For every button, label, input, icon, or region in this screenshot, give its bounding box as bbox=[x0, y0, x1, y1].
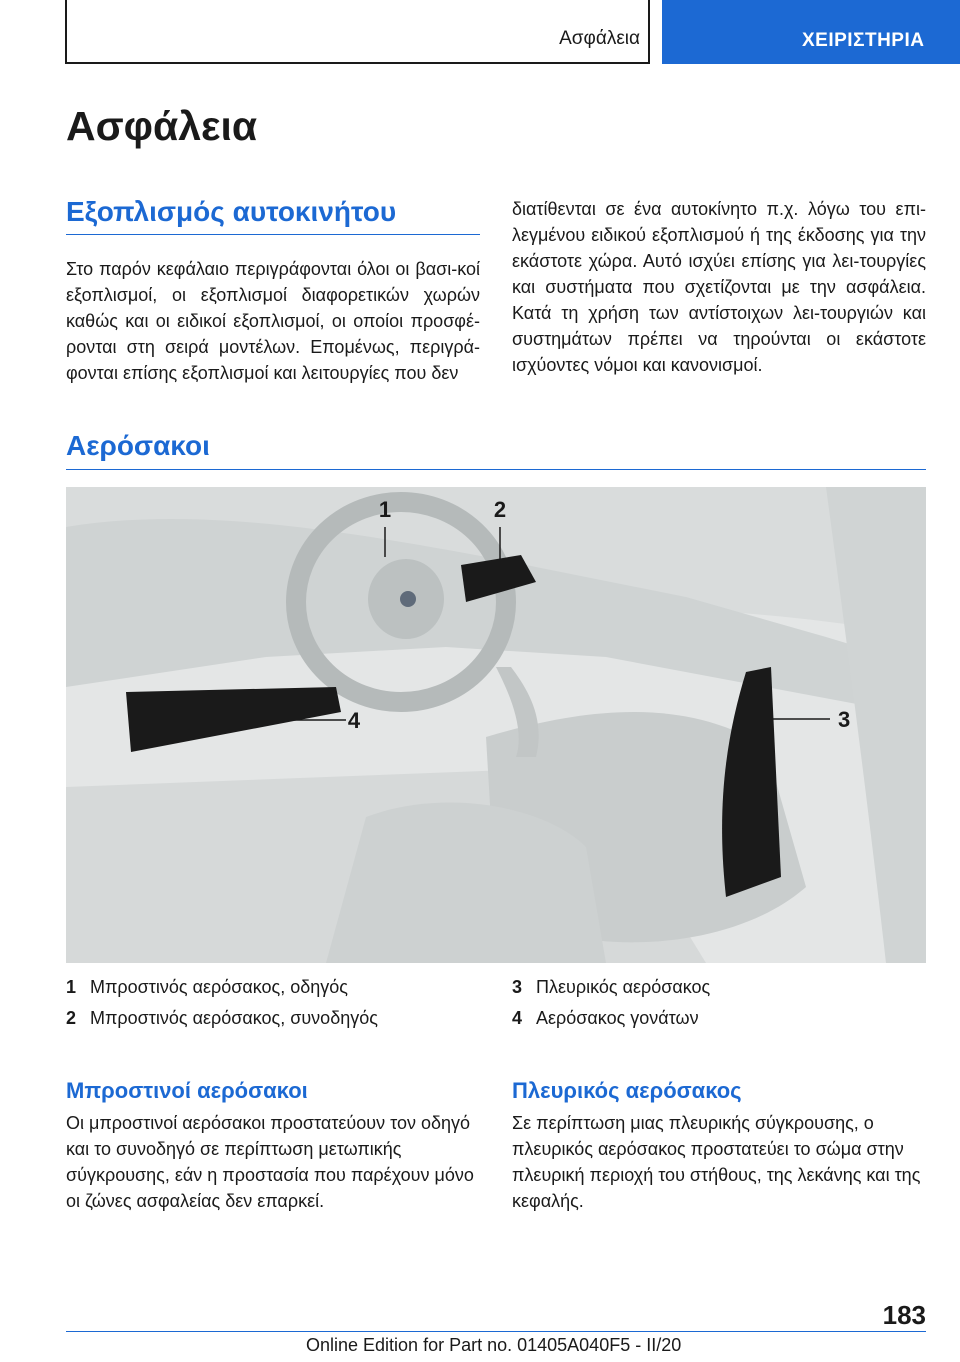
header-chapter-tab[interactable]: ΧΕΙΡΙΣΤΗΡΙΑ bbox=[662, 0, 960, 64]
page-title: Ασφάλεια bbox=[66, 103, 258, 149]
page-number: 183 bbox=[882, 1300, 926, 1330]
header-section-label: Ασφάλεια bbox=[559, 28, 640, 49]
callout-4: 4 bbox=[347, 708, 361, 733]
callout-2: 2 bbox=[493, 497, 507, 522]
equipment-rule bbox=[66, 234, 480, 235]
legend-item bbox=[66, 972, 486, 1003]
footer-rule bbox=[66, 1331, 926, 1332]
legend-item bbox=[66, 1003, 486, 1034]
legend-number: 4 bbox=[512, 1008, 523, 1028]
legend-text: Μπροστινός αερόσακος, συνοδηγός bbox=[90, 1008, 378, 1028]
legend-number: 3 bbox=[512, 977, 523, 997]
equipment-text-right: διατίθενται σε ένα αυτοκίνητο π.χ. λόγω του επι-λεγμένου ειδικού εξοπλισμού ή της έκδοσης για την εκάστοτε χώρα. Αυτό ισχύει επίσης για λει-τουργίες και συστήματα που σχετίζονται με την ασφάλεια. Κατά τη χρήση των αντίστοιχων λει-τουργιών και συστημάτων πρέπει να τηρούνται οι εκάστοτε ισχύοντες νόμοι και κανονισμοί. bbox=[512, 199, 926, 375]
legend-text: Πλευρικός αερόσακος bbox=[536, 977, 711, 997]
airbags-heading: Αερόσακοι bbox=[66, 430, 210, 461]
legend-text: Αερόσακος γονάτων bbox=[536, 1008, 699, 1028]
footer-edition: Online Edition for Part no. 01405A040F5 - II/20 bbox=[306, 1335, 682, 1355]
side-airbag-heading: Πλευρικός αερόσακος bbox=[512, 1078, 742, 1103]
equipment-heading: Εξοπλισμός αυτοκινήτου bbox=[66, 196, 397, 227]
legend-number: 1 bbox=[66, 977, 77, 997]
legend-left bbox=[66, 972, 486, 1034]
front-airbags-heading: Μπροστινοί αερόσακοι bbox=[66, 1078, 308, 1103]
callout-1: 1 bbox=[378, 497, 392, 522]
legend-text: Μπροστινός αερόσακος, οδηγός bbox=[90, 977, 348, 997]
side-airbag-text: Σε περίπτωση μιας πλευρικής σύγκρουσης, ο πλευρικός αερόσακος προστατεύει το σώμα στην πλευρική περιοχή του στήθους, της λεκάνης και της κεφαλής. bbox=[512, 1113, 921, 1211]
front-airbags-text: Οι μπροστινοί αερόσακοι προστατεύουν τον οδηγό και το συνοδηγό σε περίπτωση μετωπικής σύγκρουσης, εάν η προστασία που παρέχουν μόνο οι ζώνες ασφαλείας δεν επαρκεί. bbox=[66, 1113, 474, 1211]
legend-item bbox=[512, 1003, 926, 1034]
airbag-illustration bbox=[66, 487, 926, 963]
equipment-text-left: Στο παρόν κεφάλαιο περιγράφονται όλοι οι βασι-κοί εξοπλισμοί, οι εξοπλισμοί διαφορετικών χωρών καθώς και οι ειδικοί εξοπλισμοί, οι οποίοι προσφέ-ρονται στη σειρά μοντέλων. Επομένως, περιγρά-φονται επίσης εξοπλισμοί και λειτουργίες που δεν bbox=[66, 259, 480, 383]
legend-number: 2 bbox=[66, 1008, 77, 1028]
callout-3: 3 bbox=[838, 707, 851, 732]
legend-item bbox=[512, 972, 926, 1003]
legend-right bbox=[512, 972, 926, 1034]
airbags-rule bbox=[66, 469, 926, 470]
